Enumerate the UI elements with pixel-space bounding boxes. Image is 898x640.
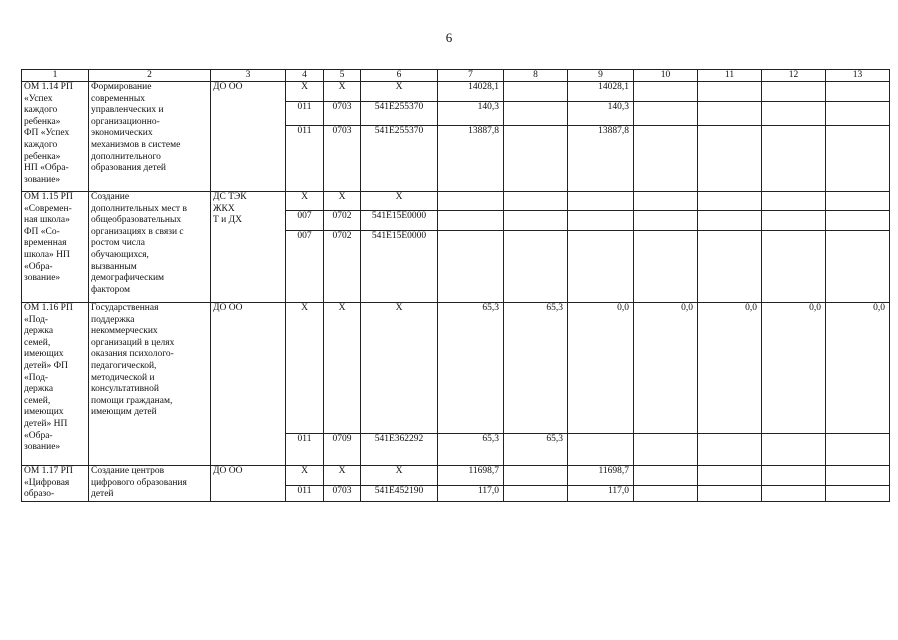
measure-id-cell: ОМ 1.16 РП «Под- держка семей, имеющих детей» ФП «Под- держка семей, имеющих детей» НП «Обра- зование»: [22, 303, 89, 466]
table-cell: [504, 211, 568, 231]
table-row: [22, 466, 890, 486]
col-header: 3: [211, 70, 286, 82]
table-cell: [698, 192, 762, 211]
table-cell: [762, 485, 826, 501]
executor-cell: ДС ТЭК ЖКХ Т и ДХ: [211, 192, 286, 303]
table-cell: [762, 211, 826, 231]
table-cell: [568, 231, 634, 303]
table-cell: [504, 485, 568, 501]
col-header: 10: [634, 70, 698, 82]
budget-table: [21, 69, 890, 502]
table-cell: [698, 126, 762, 192]
table-cell: X: [361, 303, 438, 434]
table-cell: [634, 466, 698, 486]
table-cell: 0702: [324, 211, 361, 231]
col-header: 1: [22, 70, 89, 82]
col-header: 4: [286, 70, 324, 82]
table-cell: [826, 434, 890, 466]
col-header: 5: [324, 70, 361, 82]
table-cell: [634, 82, 698, 102]
table-cell: [634, 434, 698, 466]
col-header: 2: [89, 70, 211, 82]
table-cell: 0,0: [826, 303, 890, 434]
table-cell: 541E15E0000: [361, 231, 438, 303]
table-cell: [634, 126, 698, 192]
table-cell: [762, 126, 826, 192]
measure-name-cell: Создание дополнительных мест в общеобразовательных организациях в связи с ростом числа обучающихся, вызванным демографическим фактором: [89, 192, 211, 303]
col-header: 11: [698, 70, 762, 82]
table-cell: 65,3: [504, 434, 568, 466]
table-cell: [762, 434, 826, 466]
table-cell: [698, 231, 762, 303]
table-row: [22, 192, 890, 211]
table-cell: [504, 466, 568, 486]
table-cell: [762, 466, 826, 486]
table-cell: [698, 485, 762, 501]
table-cell: X: [286, 192, 324, 211]
table-cell: 65,3: [438, 434, 504, 466]
table-cell: 13887,8: [438, 126, 504, 192]
table-cell: [826, 82, 890, 102]
measure-id-cell: ОМ 1.15 РП «Современ- ная школа» ФП «Со- временная школа» НП «Обра- зование»: [22, 192, 89, 303]
measure-id-cell: ОМ 1.14 РП «Успех каждого ребенка» ФП «Успех каждого ребенка» НП «Обра- зование»: [22, 82, 89, 192]
table-cell: 011: [286, 102, 324, 126]
col-header: 9: [568, 70, 634, 82]
table-cell: 117,0: [438, 485, 504, 501]
table-cell: 0703: [324, 485, 361, 501]
table-cell: X: [324, 192, 361, 211]
col-header: 7: [438, 70, 504, 82]
table-cell: 0709: [324, 434, 361, 466]
table-cell: 65,3: [438, 303, 504, 434]
table-cell: 65,3: [504, 303, 568, 434]
page-number: 6: [445, 30, 453, 45]
table-cell: 0,0: [762, 303, 826, 434]
table-cell: [634, 102, 698, 126]
table-cell: 011: [286, 126, 324, 192]
table-cell: X: [361, 192, 438, 211]
table-cell: [762, 231, 826, 303]
table-cell: 0703: [324, 102, 361, 126]
table-cell: [762, 82, 826, 102]
table-cell: [568, 211, 634, 231]
table-cell: [698, 82, 762, 102]
table-cell: 14028,1: [438, 82, 504, 102]
table-cell: 0,0: [634, 303, 698, 434]
table-cell: [826, 211, 890, 231]
table-cell: [698, 211, 762, 231]
table-cell: [438, 211, 504, 231]
table-cell: [504, 82, 568, 102]
col-header: 12: [762, 70, 826, 82]
table-cell: [826, 192, 890, 211]
table-cell: [826, 485, 890, 501]
table-cell: [634, 485, 698, 501]
table-cell: [762, 102, 826, 126]
table-cell: [438, 192, 504, 211]
table-cell: [698, 434, 762, 466]
table-cell: 011: [286, 485, 324, 501]
table-cell: X: [324, 82, 361, 102]
table-cell: 140,3: [568, 102, 634, 126]
table-cell: 007: [286, 231, 324, 303]
table-cell: [762, 192, 826, 211]
table-cell: [504, 231, 568, 303]
table-cell: X: [361, 466, 438, 486]
table-cell: [438, 231, 504, 303]
table-cell: [634, 192, 698, 211]
measure-id-cell: ОМ 1.17 РП «Цифровая образо-: [22, 466, 89, 502]
table-cell: 007: [286, 211, 324, 231]
table-cell: [826, 231, 890, 303]
measure-name-cell: Формирование современных управленческих и организационно- экономических механизмов в системе дополнительного образования детей: [89, 82, 211, 192]
measure-name-cell: Создание центров цифрового образования детей: [89, 466, 211, 502]
table-cell: [698, 102, 762, 126]
measure-name-cell: Государственная поддержка некоммерческих организаций в целях оказания психолого- педагогической, методической и консультативной помощи гражданам, имеющим детей: [89, 303, 211, 466]
table-cell: X: [324, 466, 361, 486]
table-cell: X: [286, 466, 324, 486]
table-cell: 541E255370: [361, 102, 438, 126]
table-cell: 0703: [324, 126, 361, 192]
table-cell: X: [286, 303, 324, 434]
table-cell: [568, 192, 634, 211]
table-cell: [504, 126, 568, 192]
table-cell: X: [324, 303, 361, 434]
table-cell: [568, 434, 634, 466]
table-cell: 0,0: [568, 303, 634, 434]
col-header: 8: [504, 70, 568, 82]
table-cell: 14028,1: [568, 82, 634, 102]
table-row: [22, 303, 890, 434]
col-header: 13: [826, 70, 890, 82]
executor-cell: ДО ОО: [211, 466, 286, 502]
table-cell: 541E452190: [361, 485, 438, 501]
table-row: [22, 82, 890, 102]
table-cell: 13887,8: [568, 126, 634, 192]
table-cell: [698, 466, 762, 486]
table-cell: 0702: [324, 231, 361, 303]
col-header: 6: [361, 70, 438, 82]
table-cell: 541E255370: [361, 126, 438, 192]
table-cell: 140,3: [438, 102, 504, 126]
table-cell: X: [286, 82, 324, 102]
table-cell: 0,0: [698, 303, 762, 434]
table-cell: 011: [286, 434, 324, 466]
header-row: [22, 70, 890, 82]
executor-cell: ДО ОО: [211, 303, 286, 466]
table-cell: 11698,7: [568, 466, 634, 486]
table-cell: 11698,7: [438, 466, 504, 486]
table-cell: X: [361, 82, 438, 102]
executor-cell: ДО ОО: [211, 82, 286, 192]
table-cell: [634, 231, 698, 303]
table-cell: [826, 126, 890, 192]
table-cell: 117,0: [568, 485, 634, 501]
table-cell: [826, 466, 890, 486]
table-cell: 541E15E0000: [361, 211, 438, 231]
table-cell: [504, 102, 568, 126]
table-cell: 541E362292: [361, 434, 438, 466]
table-cell: [504, 192, 568, 211]
table-cell: [634, 211, 698, 231]
table-cell: [826, 102, 890, 126]
